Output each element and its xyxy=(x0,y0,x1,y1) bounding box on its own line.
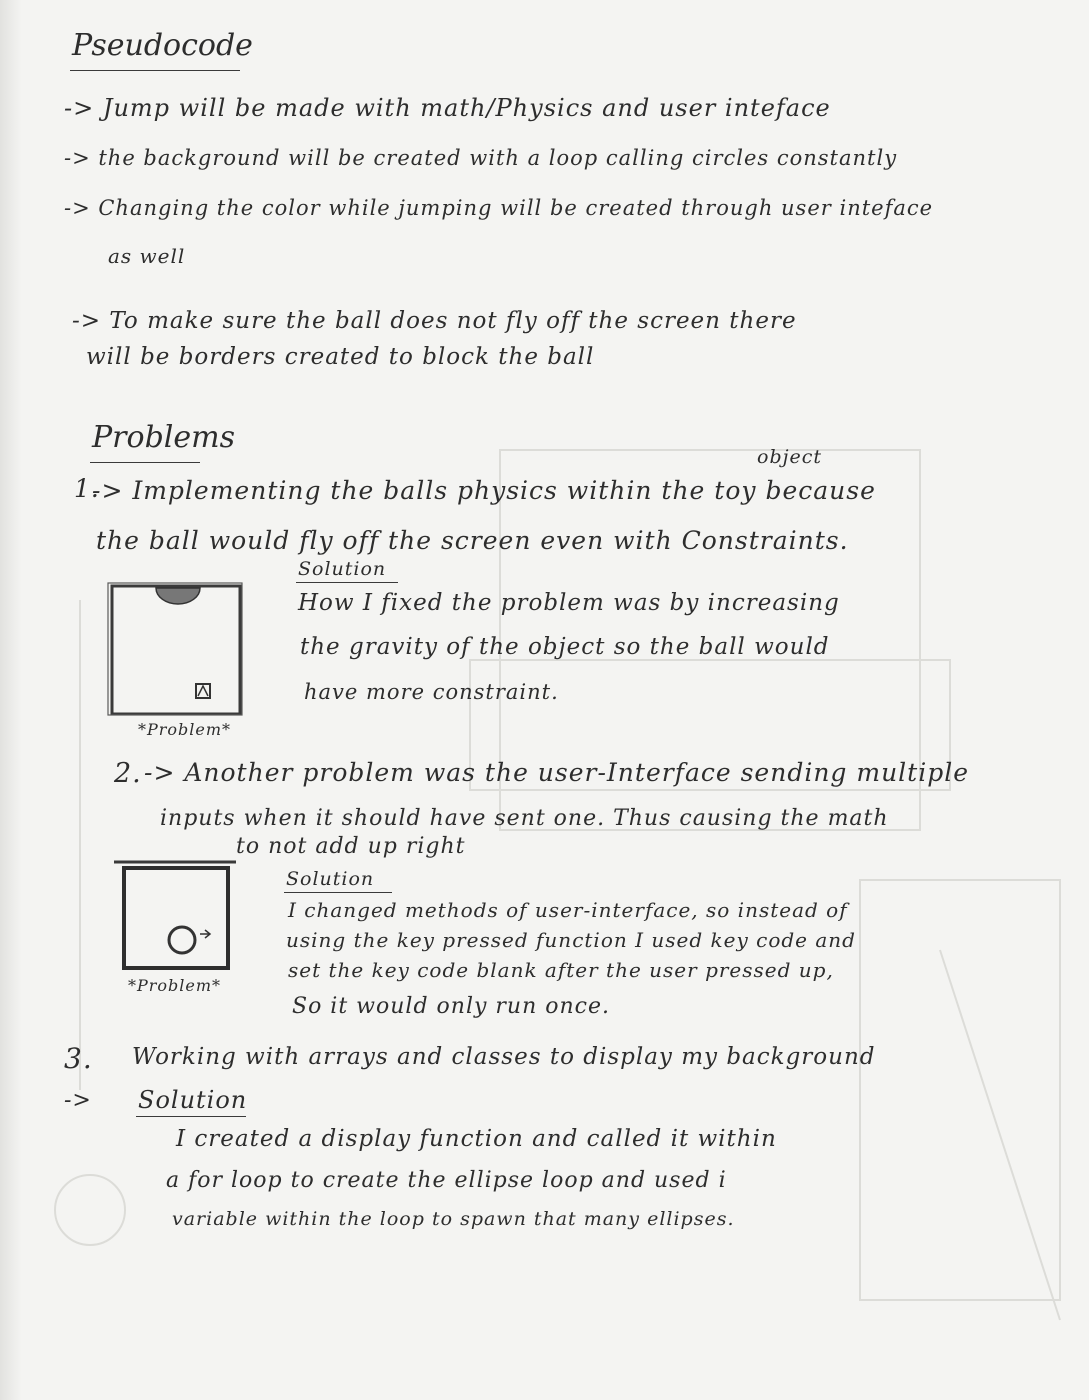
problem-2-line-3: to not add up right xyxy=(236,834,466,859)
pseudocode-line-4: -> To make sure the ball does not fly off the screen there xyxy=(72,308,797,334)
problem-3-solution-line-2: a for loop to create the ellipse loop and used i xyxy=(166,1168,727,1193)
problem-1-line-1: -> Implementing the balls physics within the toy because xyxy=(92,476,876,505)
problem-1-solution-line-1: How I fixed the problem was by increasing xyxy=(298,590,840,616)
problem-2-solution-line-4: So it would only run once. xyxy=(292,994,611,1019)
problem-1-solution-line-3: have more constraint. xyxy=(304,680,559,704)
problem-1-solution-underline xyxy=(296,582,398,583)
problem-2-number: 2. xyxy=(114,758,142,789)
problem-2-sketch-caption: *Problem* xyxy=(128,976,222,995)
problem-2-solution-line-3: set the key code blank after the user pressed up, xyxy=(288,958,834,982)
problem-3-number: 3. xyxy=(64,1042,93,1075)
problem-1-sketch-caption: *Problem* xyxy=(138,720,232,739)
pseudocode-line-3-cont: as well xyxy=(108,244,186,268)
problem-1-sketch xyxy=(106,580,246,720)
pseudocode-line-2: -> the background will be created with a loop calling circles constantly xyxy=(64,146,898,170)
problem-3-solution-line-1: I created a display function and called it within xyxy=(176,1126,777,1152)
problem-2-sketch xyxy=(112,858,242,978)
problem-3-arrow: -> xyxy=(64,1088,92,1113)
problems-heading: Problems xyxy=(92,420,235,455)
pseudocode-line-4-cont: will be borders created to block the ball xyxy=(86,344,595,370)
pseudocode-line-3: -> Changing the color while jumping will be created through user inteface xyxy=(64,196,934,220)
problem-3-solution-label: Solution xyxy=(138,1086,248,1114)
problem-2-line-2: inputs when it should have sent one. Thus causing the math xyxy=(160,806,889,831)
pseudocode-heading: Pseudocode xyxy=(72,28,253,63)
problems-heading-underline xyxy=(90,462,200,463)
problem-1-solution-label: Solution xyxy=(298,558,387,580)
problem-1-number: 1. xyxy=(74,474,100,503)
problem-2-solution-line-1: I changed methods of user-interface, so instead of xyxy=(288,898,848,922)
problem-2-solution-label: Solution xyxy=(286,868,375,890)
problem-1-insert-word: object xyxy=(757,446,823,468)
pseudocode-line-1: -> Jump will be made with math/Physics and user inteface xyxy=(64,94,831,122)
problem-3-solution-line-3: variable within the loop to spawn that many ellipses. xyxy=(172,1208,735,1230)
problem-3-solution-underline xyxy=(136,1116,246,1117)
problem-1-line-2: the ball would fly off the screen even with Constraints. xyxy=(96,526,849,555)
problem-2-solution-line-2: using the key pressed function I used key code and xyxy=(286,928,856,952)
problem-2-line-1: -> Another problem was the user-Interface sending multiple xyxy=(144,758,970,787)
problem-3-line-1: Working with arrays and classes to display my background xyxy=(132,1044,876,1070)
pseudocode-heading-underline xyxy=(70,70,240,71)
problem-2-solution-underline xyxy=(284,892,392,893)
problem-1-solution-line-2: the gravity of the object so the ball would xyxy=(300,634,830,660)
